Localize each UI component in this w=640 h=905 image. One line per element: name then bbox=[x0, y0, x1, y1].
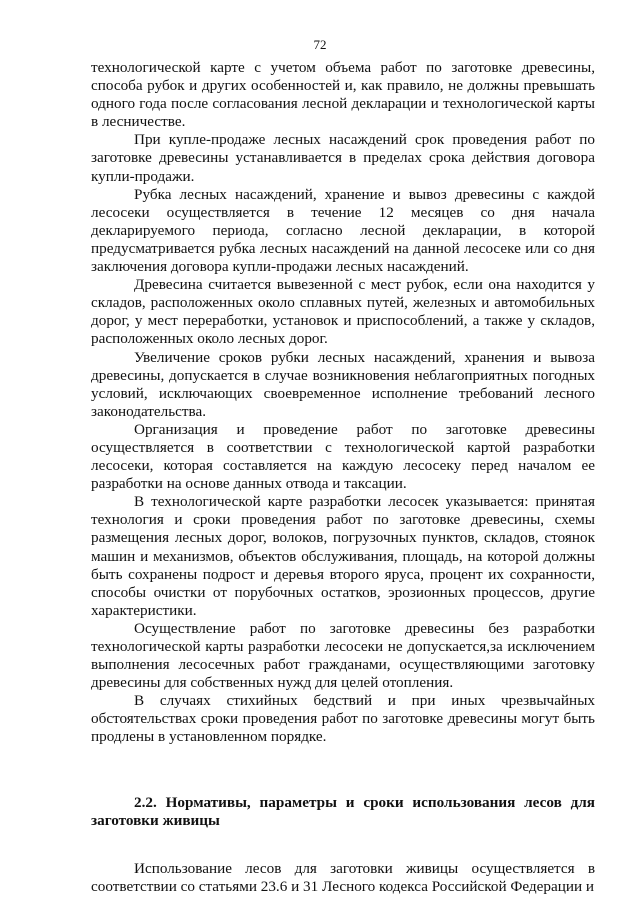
paragraph-timber-removed: Древесина считается вывезенной с мест рубок, если она находится у складов, расположенных около сплавных путей, железных и автомобильных дорог, у мест переработки, установок и приспособлений, а также у складов, расположенных около лесных дорог. bbox=[91, 276, 595, 348]
paragraph-without-tech-map: Осуществление работ по заготовке древесины без разработки технологической карты разработки лесосеки не допускается,за исключением выполнения лесосечных работ гражданами, осуществляющими заготовку древесины для собственных нужд для целей отопления. bbox=[91, 619, 595, 692]
paragraph-emergencies: В случаях стихийных бедствий и при иных чрезвычайных обстоятельствах сроки проведения работ по заготовке древесины могут быть продлены в установленном порядке. bbox=[91, 692, 595, 746]
paragraph-resin-usage: Использование лесов для заготовки живицы осуществляется в соответствии со статьями 23.6 и 31 Лесного кодекса Российской Федерации и bbox=[91, 859, 595, 895]
paragraph-extension: Увеличение сроков рубки лесных насаждений, хранения и вывоза древесины, допускается в случае возникновения неблагоприятных погодных условий, исключающих своевременное исполнение требований лесного законодательства. bbox=[91, 348, 595, 420]
paragraph-felling-period: Рубка лесных насаждений, хранение и вывоз древесины с каждой лесосеки осуществляется в течение 12 месяцев со дня начала декларируемого периода, согласно лесной декларации, в которой предусматривается рубка лесных насаждений на данной лесосеке или со дня заключения договора купли-продажи лесных насаждений. bbox=[91, 185, 595, 276]
paragraph-organization: Организация и проведение работ по заготовке древесины осуществляется в соответствии с технологической картой разработки лесосеки, которая составляется на каждую лесосеку перед началом ее разработки на основе данных отвода и таксации. bbox=[91, 420, 595, 493]
page-number: 72 bbox=[313, 37, 327, 52]
paragraph-continuation: технологической карте с учетом объема работ по заготовке древесины, способа рубок и других особенностей и, как правило, не должны превышать одного года после согласования лесной декларации и технологической карты в лесничестве. bbox=[91, 59, 595, 131]
section-heading: 2.2. Нормативы, параметры и сроки использования лесов для заготовки живицы bbox=[91, 793, 595, 829]
page-body bbox=[91, 59, 595, 896]
paragraph-tech-map-contents: В технологической карте разработки лесосек указывается: принятая технология и сроки проведения работ по заготовке древесины, схемы размещения лесных дорог, волоков, погрузочных пунктов, складов, стоянок машин и механизмов, объектов обслуживания, площадь, на которой должны быть сохранены подрост и деревья второго яруса, процент их сохранности, способы очистки от порубочных остатков, эрозионных процессов, другие характеристики. bbox=[91, 493, 595, 619]
paragraph-sale-term: При купле-продаже лесных насаждений срок проведения работ по заготовке древесины устанавливается в пределах срока действия договора купли-продажи. bbox=[91, 131, 595, 185]
